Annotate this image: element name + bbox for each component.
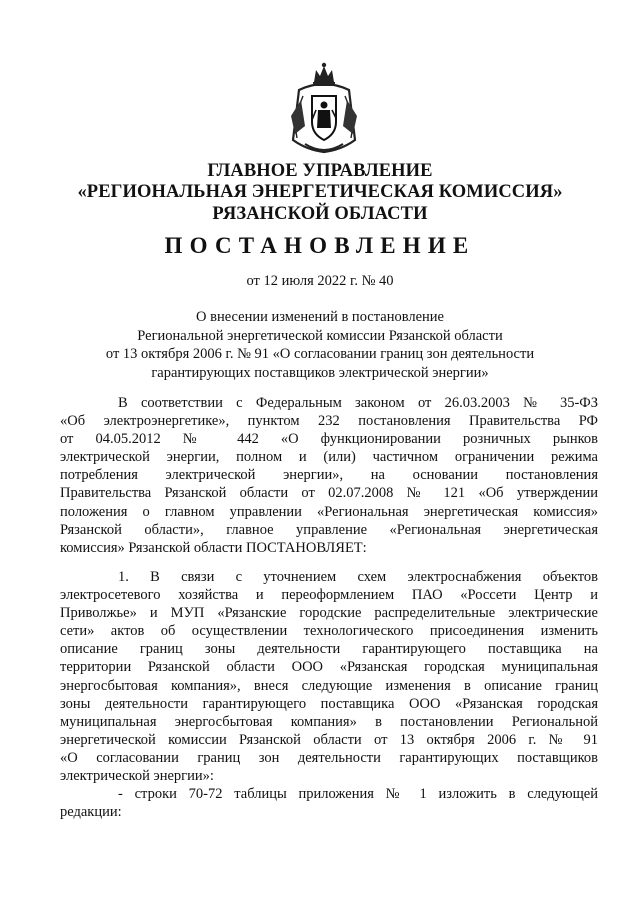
text-line: Правительства Рязанской области от 02.07.2008 № 121 «Об утверждении [60,485,598,502]
document-date-number: от 12 июля 2022 г. № 40 [246,273,394,289]
preamble-paragraph [60,394,598,557]
text-line: сети» актов об осуществлении технологического присоединения изменить [60,623,598,640]
text-line: - строки 70-72 таблицы приложения № 1 изложить в следующей [118,786,598,803]
text-line: муниципальная энергосбытовая компания» в постановлении Региональной [60,713,598,730]
agency-name-line-3: РЯЗАНСКОЙ ОБЛАСТИ [212,204,428,224]
text-line: редакции: [60,804,122,821]
text-line: «О согласовании границ зон деятельности гарантирующих поставщиков [60,749,598,766]
document-title: ПОСТАНОВЛЕНИЕ [164,233,476,258]
text-line: В соответствии с Федеральным законом от 26.03.2003 № 35-ФЗ [118,395,598,411]
text-line: «Об электроэнергетике», пунктом 232 постановления Правительства РФ [60,413,598,430]
text-line: энергетической комиссии Рязанской области от 13 октября 2006 г. № 91 [60,731,598,748]
agency-name-line-1: ГЛАВНОЕ УПРАВЛЕНИЕ [207,161,433,181]
coat-of-arms-emblem [285,60,363,156]
subject-line: от 13 октября 2006 г. № 91 «О согласовании границ зон деятельности [105,346,535,362]
text-line: зоны деятельности гарантирующего поставщика ООО «Рязанская городская [60,695,598,712]
clause-1-paragraph [60,568,598,821]
text-line: электросетевого хозяйства и переоформлением ПАО «Россети Центр и [60,587,598,604]
text-line: положения о главном управлении «Региональная энергетическая комиссия» [60,503,598,520]
text-line: описание границ зоны деятельности гарантирующего поставщика на [60,641,598,658]
text-line: электрической энергии, полном и (или) частичном ограничении режима [60,449,598,466]
text-line: потребления электрической энергии», на основании постановления [60,467,598,484]
subject-line: Региональной энергетической комиссии Рязанской области [137,327,503,344]
agency-name-line-2: «РЕГИОНАЛЬНАЯ ЭНЕРГЕТИЧЕСКАЯ КОМИССИЯ» [77,182,563,202]
text-line: 1. В связи с уточнением схем электроснабжения объектов [118,569,598,585]
text-line: энергосбытовая компания», внеся следующие изменения в описание границ [60,677,598,694]
text-line: Рязанской области», главное управление «Региональная энергетическая [60,521,598,538]
text-line: территории Рязанской области ООО «Рязанская городская муниципальная [60,659,598,676]
text-line: комиссия» Рязанской области ПОСТАНОВЛЯЕТ: [60,539,367,556]
subject-line: О внесении изменений в постановление [196,309,444,325]
subject-line: гарантирующих поставщиков электрической энергии» [151,364,489,381]
text-line: от 04.05.2012 № 442 «О функционировании розничных рынков [60,431,598,448]
text-line: электрической энергии»: [60,768,214,785]
document-subject [60,308,580,382]
text-line: Приволжье» и МУП «Рязанские городские распределительные электрические [60,605,598,622]
